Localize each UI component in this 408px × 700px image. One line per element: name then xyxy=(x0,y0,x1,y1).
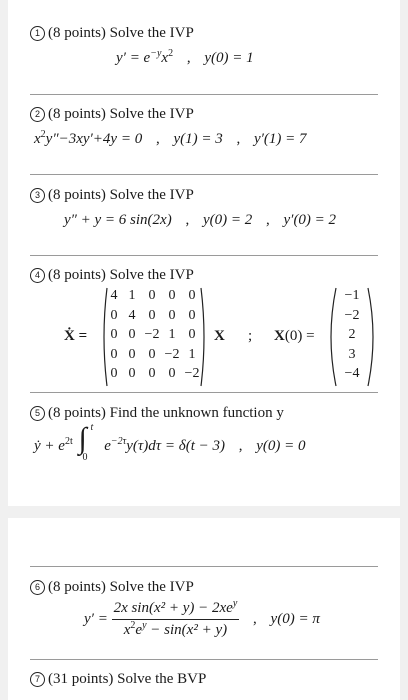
fraction-numerator xyxy=(112,600,240,620)
integral-upper-limit: t xyxy=(90,422,94,433)
coefficient-matrix xyxy=(102,286,206,388)
problem-number-badge: 2 xyxy=(30,107,45,122)
problem-number-badge: 5 xyxy=(30,406,45,421)
integral-lower-limit: 0 xyxy=(82,452,88,463)
vector-entry: −4 xyxy=(344,366,360,381)
problem-4 xyxy=(30,266,390,381)
initial-condition: y′(1) = 7 xyxy=(253,131,307,147)
matrix-entry: 0 xyxy=(110,346,118,362)
matrix-entry: 1 xyxy=(128,288,136,303)
separator: ; xyxy=(248,328,253,344)
problem-1-equation xyxy=(116,50,254,67)
denominator-term: − sin(x² + y) xyxy=(146,622,228,638)
initial-vector-label: X(0) = xyxy=(274,328,315,344)
state-vector: X xyxy=(214,328,225,344)
matrix-entry: −2 xyxy=(164,346,180,362)
divider xyxy=(30,659,378,660)
denominator-term: e xyxy=(135,622,143,638)
matrix-entry: 0 xyxy=(110,366,118,381)
matrix-entry: 1 xyxy=(188,346,196,362)
problem-1-header xyxy=(30,24,390,42)
vector-entry: −2 xyxy=(344,307,360,323)
exponent: −2τ xyxy=(110,436,127,447)
problem-title: (31 points) Solve the BVP xyxy=(48,671,207,687)
matrix-entry: 0 xyxy=(188,307,196,323)
equation-term: y″ + y = 6 sin(2x) xyxy=(64,212,172,228)
matrix-entry: 0 xyxy=(168,307,176,323)
equation-lhs: y′ = e xyxy=(116,50,151,66)
problem-2-equation xyxy=(34,131,307,148)
integral-sign: ∫ t 0 xyxy=(78,422,94,463)
equation-term: y(τ)dτ = δ(t − 3) xyxy=(126,438,225,454)
matrix-entry: 4 xyxy=(110,288,118,303)
problem-2-header xyxy=(30,105,390,123)
matrix-entry: 0 xyxy=(148,346,156,362)
problem-6-equation xyxy=(84,600,320,639)
matrix-entry: 0 xyxy=(110,307,118,323)
initial-condition: y′(0) = 2 xyxy=(283,212,337,228)
initial-vector xyxy=(330,286,374,388)
matrix-entry: 0 xyxy=(128,366,136,381)
divider xyxy=(30,94,378,95)
separator: , xyxy=(253,611,257,627)
separator: , xyxy=(266,212,270,228)
problem-number-badge: 1 xyxy=(30,26,45,41)
matrix-entry: 0 xyxy=(148,307,156,323)
matrix-entry: 0 xyxy=(168,366,176,381)
exponent: 2 xyxy=(168,48,174,59)
divider xyxy=(30,174,378,175)
problem-title: (8 points) Solve the IVP xyxy=(48,187,194,203)
exponent: −y xyxy=(150,48,162,59)
problem-4-header xyxy=(30,266,390,284)
exponent: y xyxy=(232,598,238,609)
matrix-entry: 0 xyxy=(188,327,196,342)
problem-3-header xyxy=(30,186,390,204)
vector-entry: 3 xyxy=(348,346,356,362)
problem-number-badge: 6 xyxy=(30,580,45,595)
problem-title: (8 points) Solve the IVP xyxy=(48,25,194,41)
separator: , xyxy=(185,212,190,228)
problem-1 xyxy=(30,24,390,66)
equation-term: ẏ + e xyxy=(34,438,65,454)
separator: , xyxy=(236,131,241,147)
equation-term: e xyxy=(104,438,111,454)
exponent: 2 xyxy=(130,620,136,631)
matrix-entry: 4 xyxy=(128,307,136,323)
vector-entry: −1 xyxy=(344,288,360,303)
matrix-entry: 1 xyxy=(168,327,176,342)
matrix-entry: 0 xyxy=(168,288,176,303)
initial-condition: y(0) = 1 xyxy=(204,50,254,66)
matrix-entry: −2 xyxy=(144,327,160,342)
equation-term: x xyxy=(161,50,169,66)
problem-5-equation xyxy=(34,422,306,463)
problem-3 xyxy=(30,186,390,228)
problem-3-equation xyxy=(64,212,336,229)
exponent: y xyxy=(142,620,147,631)
problem-6-header xyxy=(30,578,390,596)
matrix-entry: 0 xyxy=(148,288,156,303)
problem-7 xyxy=(30,670,390,688)
numerator-text: 2x sin(x² + y) − 2xe xyxy=(113,600,233,616)
problem-title: (8 points) Find the unknown function y xyxy=(48,405,284,421)
separator: , xyxy=(238,438,243,454)
vector-entry: 2 xyxy=(348,327,356,342)
separator: , xyxy=(155,131,160,147)
initial-condition: y(0) = 0 xyxy=(256,438,306,454)
matrix-entry: 0 xyxy=(128,346,136,362)
problem-5-header xyxy=(30,404,390,422)
separator: , xyxy=(186,50,191,66)
problem-title: (8 points) Solve the IVP xyxy=(48,106,194,122)
system-lhs: Ẋ = xyxy=(64,328,88,344)
equation-term: x xyxy=(34,131,41,147)
divider xyxy=(30,392,378,393)
matrix-entry: 0 xyxy=(148,366,156,381)
problem-number-badge: 4 xyxy=(30,268,45,283)
problem-title: (8 points) Solve the IVP xyxy=(48,579,194,595)
fraction-denominator xyxy=(112,620,240,639)
divider xyxy=(30,566,378,567)
exponent: 2 xyxy=(40,129,46,140)
problem-title: (8 points) Solve the IVP xyxy=(48,267,194,283)
initial-condition: y(0) = π xyxy=(270,611,320,627)
equation-term: y″−3xy′+4y = 0 xyxy=(45,131,143,147)
problem-number-badge: 3 xyxy=(30,188,45,203)
problem-6 xyxy=(30,578,390,638)
divider xyxy=(30,255,378,256)
equation-lhs: y′ = xyxy=(84,611,108,627)
matrix-entry: 0 xyxy=(128,327,136,342)
initial-condition: y(1) = 3 xyxy=(173,131,223,147)
problem-7-header xyxy=(30,670,390,688)
problem-sheet-card-1 xyxy=(8,0,400,506)
exponent: 2t xyxy=(64,436,73,447)
problem-2 xyxy=(30,105,390,147)
matrix-entry: 0 xyxy=(110,327,118,342)
initial-condition: y(0) = 2 xyxy=(202,212,253,228)
problem-sheet-card-2 xyxy=(8,518,400,700)
problem-number-badge: 7 xyxy=(30,672,45,687)
fraction xyxy=(112,600,240,639)
matrix-entry: −2 xyxy=(184,366,200,381)
matrix-entry: 0 xyxy=(188,288,196,303)
denominator-term: x xyxy=(123,622,131,638)
